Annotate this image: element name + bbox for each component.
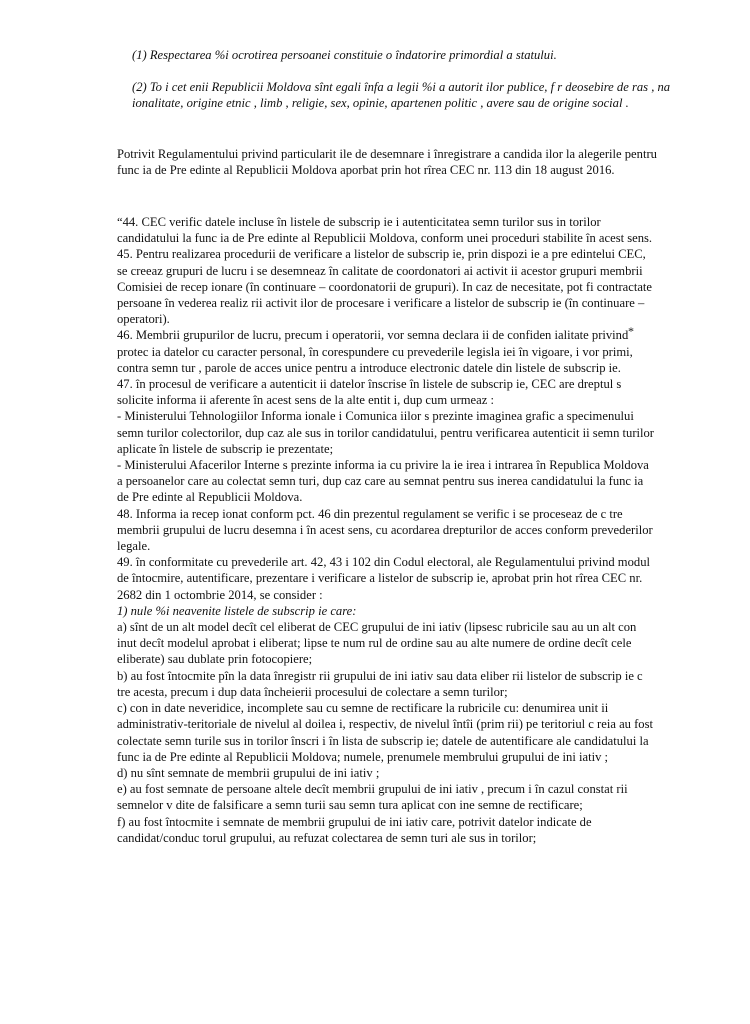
paragraph-45: 45. Pentru realizarea procedurii de verificare a listelor de subscrip ie, prin dispozi ie a pre edintelui CEC, se creeaz grupuri de lucru i se desemneaz în calitate de coordonatori ai activit ii acestor grupuri membrii Comisiei de recep ionare (în continuare – coordonatorii de grupuri). In caz de necesitate, pot fi contractate persoane în vederea realiz rii activit ilor de procesare i verificare a listelor de subscrip ie (în continuare – operatori). bbox=[117, 247, 653, 327]
item-a: a) sînt de un alt model decît cel eliberat de CEC grupului de ini iativ (lipsesc rubricile sau au un alt con inut decît modelul aprobat i eliberat; lipse te num rul de ordine sau au alte numere de ordine decît cele eliberate) sau dublate prin fotocopiere; bbox=[117, 620, 637, 667]
paragraph-49: 49. în conformitate cu prevederile art. 42, 43 i 102 din Codul electoral, ale Regulamentului privind modul de întocmire, autentificare, prezentare i verificare a listelor de subscrip ie, aprobat prin hot rîrea CEC nr. 2682 din 1 octombrie 2014, se consider : bbox=[117, 555, 650, 602]
asterisk-mark: * bbox=[628, 324, 634, 338]
nule-title: 1) nule %i neavenite listele de subscrip ie care: bbox=[117, 603, 357, 618]
item-c: c) con in date neveridice, incomplete sau cu semne de rectificare la rubricile cu: denumirea unit ii administrativ-teritoriale de nivelul al doilea i, respectiv, de nivelul întîi (prim rii) pe teritoriul c reia au fost colectate semn turile sus in torilor înscri i în lista de subscrip ie; datele de autentificare ale candidatului la func ia de Pre edinte al Republicii Moldova; numele, prenumele membrului grupului de ini iativ ; bbox=[117, 701, 653, 764]
paragraph-47: 47. în procesul de verificare a autenticit ii datelor înscrise în listele de subscrip ie, CEC are dreptul s solicite informa ii aferente în acest sens de la alte entit i, dup cum urmeaz : bbox=[117, 377, 622, 408]
paragraph-44: “44. CEC verific datele incluse în listele de subscrip ie i autenticitatea semn turilor sus in torilor candidatului la func ia de Pre edinte al Republicii Moldova, conform unei proceduri stabilite în acest sens. bbox=[117, 215, 653, 246]
list-item-ministry-it: - Ministerului Tehnologiilor Informa ionale i Comunica iilor s prezinte imaginea grafic a specimenului semn turilor colectorilor, dup caz ale sus in torilor candidatului, pentru verificarea autenticit ii semn turilor aplicate în listele de subscrip ie prezentate; bbox=[117, 409, 654, 456]
intro-paragraph: Potrivit Regulamentului privind particularit ile de desemnare i înregistrare a candida ilor la alegerile pentru func ia de Pre edinte al Republicii Moldova aporbat prin hot rîrea CEC nr. 113 din 18 august 2016. bbox=[117, 147, 657, 178]
quote-paragraph-1: (1) Respectarea %i ocrotirea persoanei constituie o îndatorire primordial a statului. bbox=[132, 48, 557, 62]
paragraph-46: 46. Membrii grupurilor de lucru, precum i operatorii, vor semna declara ii de confiden ialitate privind protec ia datelor cu caracter personal, în corespundere cu prevederile legisla iei în vigoare, i vor primi, contra semn tur , parole de acces unice pentru a introduce electronic datele din listele de subscrip ie. bbox=[117, 328, 633, 375]
list-item-ministry-interior: - Ministerului Afacerilor Interne s prezinte informa ia cu privire la ie irea i intrarea în Republica Moldova a persoanelor care au colectat semn turi, dup caz care au semnat pentru sus inerea candidatului la func ia de Pre edinte al Republicii Moldova. bbox=[117, 458, 649, 505]
quote-paragraph-2: (2) To i cet enii Republicii Moldova sînt egali înfa a legii %i a autorit ilor publice, f r deosebire de ras , na ionalitate, origine etnic , limb , religie, sex, opinie, apartenen politic , avere sau de origine social . bbox=[132, 80, 671, 111]
item-f: f) au fost întocmite i semnate de membrii grupului de ini iativ care, potrivit datelor indicate de candidat/conduc torul grupului, au refuzat colectarea de semn turi ale sus in torilor; bbox=[117, 814, 592, 845]
paragraph-48: 48. Informa ia recep ionat conform pct. 46 din prezentul regulament se verific i se proceseaz de c tre membrii grupului de lucru desemna i în acest sens, cu acordarea drepturilor de acces conform prevederilor legale. bbox=[117, 506, 653, 554]
article-paragraphs bbox=[117, 214, 657, 846]
item-d: d) nu sînt semnate de membrii grupului de ini iativ ; bbox=[117, 765, 380, 780]
item-e: e) au fost semnate de persoane altele decît membrii grupului de ini iativ , precum i în cazul constat rii semnelor v dite de falsificare a semn turii sau semn tura aplicat con ine semne de rectificare; bbox=[117, 782, 628, 813]
item-b: b) au fost întocmite pîn la data înregistr rii grupului de ini iativ sau data eliber rii listelor de subscrip ie c tre acesta, precum i dup data încheierii procesului de colectare a semn turilor; bbox=[117, 668, 643, 699]
